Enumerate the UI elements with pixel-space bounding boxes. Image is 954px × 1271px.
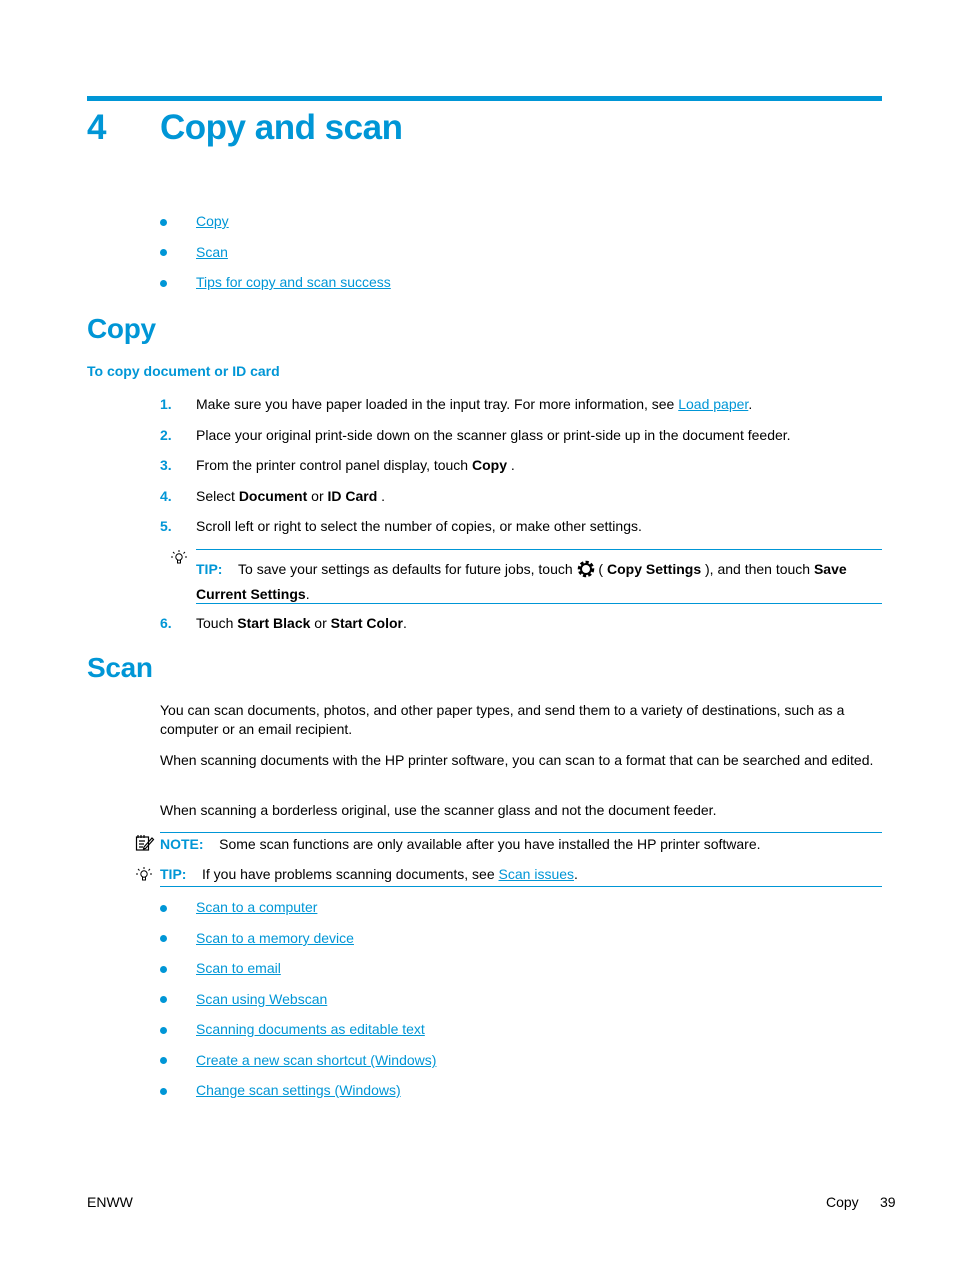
page-number: 39 [880,1194,896,1210]
note-icon [135,834,155,852]
scan-link[interactable]: Scanning documents as editable text [196,1021,425,1037]
lightbulb-icon [135,866,153,884]
toc-link-scan[interactable]: Scan [196,244,228,260]
scan-link[interactable]: Create a new scan shortcut (Windows) [196,1052,437,1068]
step-text: Touch [196,615,238,631]
scan-paragraph: When scanning a borderless original, use the scanner glass and not the document feeder. [160,802,717,818]
step-number: 5. [160,518,172,534]
scan-paragraph: You can scan documents, photos, and other paper types, and send them to a variety of destinations, such as a computer or an email recipient. [160,702,845,737]
step-3 [196,457,515,473]
bullet [160,280,167,287]
chapter-rule [87,96,882,101]
step-text: From the printer control panel display, touch [196,457,472,473]
footer-left: ENWW [87,1194,133,1210]
step-number: 1. [160,396,172,412]
scan-link[interactable]: Scan to email [196,960,281,976]
bullet [160,1057,167,1064]
bullet [160,905,167,912]
bullet [160,996,167,1003]
step-number: 6. [160,615,172,631]
scan-link[interactable]: Change scan settings (Windows) [196,1082,401,1098]
scan-tip [160,866,578,882]
scan-issues-link[interactable]: Scan issues [498,866,575,882]
note-label: NOTE: [160,836,204,852]
toc-link-tips[interactable]: Tips for copy and scan success [196,274,391,290]
tip-label: TIP: [160,866,187,882]
step-text: . [748,396,753,412]
bullet [160,1088,167,1095]
step-number: 4. [160,488,172,504]
step-text: . [377,488,386,504]
scan-heading: Scan [87,652,153,683]
step-bold: Copy [472,457,507,473]
chapter-title: Copy and scan [160,108,403,147]
step-text: or [310,615,331,631]
tip-label: TIP: [196,561,223,577]
step-5: Scroll left or right to select the number of copies, or make other settings. [196,518,642,534]
bullet [160,1027,167,1034]
tip-bold: Save Current Settings [196,561,847,602]
tip-text: ( [594,561,607,577]
copy-tip [196,557,886,607]
scan-note [160,836,761,852]
tip-bottom-rule [196,603,882,604]
step-number: 2. [160,427,172,443]
step-number: 3. [160,457,172,473]
step-text: Make sure you have paper loaded in the input tray. For more information, see [196,396,679,412]
tip-text: . [574,866,578,882]
step-6 [196,615,407,631]
tip-text: . [305,586,310,602]
step-2: Place your original print-side down on the scanner glass or print-side up in the document feeder. [196,427,791,443]
step-text: . [402,615,407,631]
scan-paragraph: When scanning documents with the HP printer software, you can scan to a format that can be searched and edited. [160,752,874,768]
lightbulb-icon [170,549,188,567]
note-text: Some scan functions are only available after you have installed the HP printer software. [219,836,761,852]
load-paper-link[interactable]: Load paper [678,396,749,412]
tip-text: To save your settings as defaults for future jobs, touch [238,561,577,577]
scan-link[interactable]: Scan to a computer [196,899,318,915]
tip-top-rule [196,549,882,550]
copy-subheading: To copy document or ID card [87,363,280,379]
step-text: Select [196,488,239,504]
step-bold: Start Color [330,615,403,631]
step-bold: ID Card [327,488,378,504]
tip-text: If you have problems scanning documents, see [202,866,499,882]
footer-section: Copy [826,1194,859,1210]
gear-icon [577,560,595,578]
step-text: or [307,488,328,504]
note-bottom-rule [160,886,882,887]
bullet [160,935,167,942]
bullet [160,219,167,226]
bullet [160,966,167,973]
note-top-rule [160,832,882,833]
toc-link-copy[interactable]: Copy [196,213,229,229]
chapter-number: 4 [87,108,107,147]
copy-heading: Copy [87,313,156,344]
tip-text: ), and then touch [701,561,814,577]
tip-bold: Copy Settings [606,561,702,577]
step-4 [196,488,385,504]
scan-link[interactable]: Scan to a memory device [196,930,354,946]
step-bold: Document [238,488,308,504]
step-text: . [507,457,515,473]
bullet [160,249,167,256]
step-bold: Start Black [237,615,311,631]
scan-link[interactable]: Scan using Webscan [196,991,328,1007]
step-1 [196,396,752,412]
